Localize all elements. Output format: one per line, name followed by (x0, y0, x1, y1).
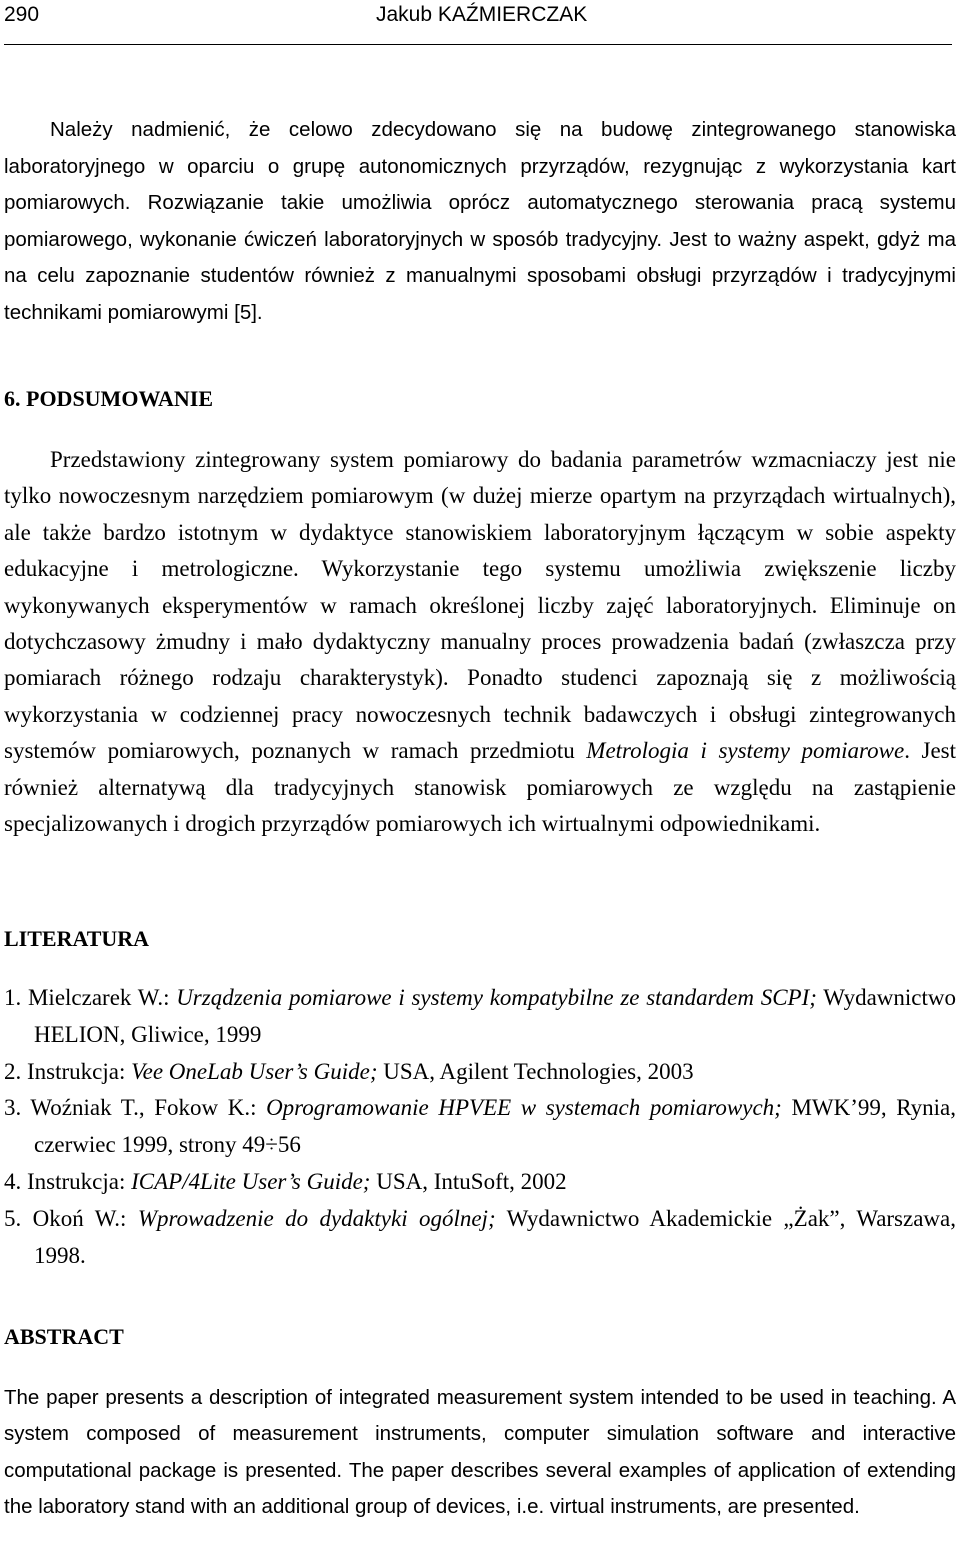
section-heading-literatura: LITERATURA (4, 926, 150, 951)
reference-publisher: Wydawnictwo Akademickie „Żak”, Warszawa, 1998. (34, 1205, 956, 1268)
reference-authors: 4. Instrukcja: (4, 1168, 132, 1194)
intro-paragraph: Należy nadmienić, że celowo zdecydowano się na budowę zintegrowanego stanowiska laboratoryjnego w oparciu o grupę autonomicznych przyrządów, rezygnując z wykorzystania kart pomiarowych. Rozwiązanie takie umożliwia oprócz automatycznego sterowania pracą systemu pomiarowego, wykonanie ćwiczeń laboratoryjnych w sposób tradycyjny. Jest to ważny aspekt, gdyż ma na celu zapoznanie studentów również z manualnymi sposobami obsługi przyrządów i tradycyjnymi technikami pomiarowymi [5]. (4, 118, 956, 324)
reference-publisher: USA, IntuSoft, 2002 (370, 1168, 567, 1194)
reference-authors: 1. Mielczarek W.: (4, 985, 177, 1010)
reference-title: Oprogramowanie HPVEE w systemach pomiarowych; (266, 1095, 782, 1121)
reference-item (4, 1090, 956, 1164)
running-head: Jakub KAŹMIERCZAK (376, 3, 588, 26)
reference-publisher: USA, Agilent Technologies, 2003 (377, 1058, 694, 1084)
section-heading-abstract: ABSTRACT (4, 1324, 124, 1349)
reference-title: ICAP/4Lite User’s Guide; (131, 1168, 371, 1194)
course-title: Metrologia i systemy pomiarowe (586, 738, 905, 764)
summary-text-end: . Jest również alternatywą dla tradycyjnych stanowisk pomiarowych ze względu na zastąpienie specjalizowanych i drogich przyrządów pomiarowych ich wirtualnymi odpowiednikami. (4, 738, 957, 837)
abstract-paragraph: The paper presents a description of integrated measurement system intended to be used in teaching. A system composed of measurement instruments, computer simulation software and interactive computational package is presented. The paper describes several examples of application of extending the laboratory stand with an additional group of devices, i.e. virtual instruments, are presented. (4, 1386, 956, 1518)
reference-authors: 2. Instrukcja: (4, 1058, 132, 1084)
section-heading-podsumowanie: 6. PODSUMOWANIE (4, 386, 214, 411)
reference-item (4, 980, 956, 1054)
reference-title: Urządzenia pomiarowe i systemy kompatybilne ze standardem SCPI; (176, 985, 817, 1010)
reference-item (4, 1201, 956, 1275)
summary-text-start: Przedstawiony zintegrowany system pomiarowy do badania parametrów wzmacniaczy jest nie tylko nowoczesnym narzędziem pomiarowym (w dużej mierze opartym na przyrządach wirtualnych), ale także bardzo istotnym w dydaktyce stanowiskiem laboratoryjnym łączącym w sobie aspekty edukacyjne i metrologiczne. Wykorzystanie tego systemu umożliwia zwiększenie liczby wykonywanych eksperymentów w ramach określonej liczby zajęć laboratoryjnych. Eliminuje on dotychczasowy żmudny i mało dydaktyczny manualny proces prowadzenia badań (zwłaszcza przy pomiarach różnego rodzaju charakterystyk). Ponadto studenci zapoznają się z możliwością wykorzystania w codziennej pracy nowoczesnych technik badawczych i obsługi zintegrowanych systemów pomiarowych, poznanych w ramach przedmiotu (4, 447, 956, 764)
reference-item (4, 1164, 956, 1201)
reference-title: Vee OneLab User’s Guide; (131, 1058, 378, 1084)
reference-publisher: MWK’99, Rynia, czerwiec 1999, strony 49÷56 (34, 1095, 956, 1158)
reference-title: Wprowadzenie do dydaktyki ogólnej; (137, 1205, 496, 1231)
page-number: 290 (4, 3, 40, 26)
reference-list (4, 980, 956, 1274)
summary-paragraph (4, 442, 956, 842)
reference-authors: 5. Okoń W.: (4, 1205, 138, 1231)
reference-authors: 3. Woźniak T., Fokow K.: (4, 1095, 267, 1121)
reference-publisher: Wydawnictwo HELION, Gliwice, 1999 (34, 985, 956, 1047)
reference-item (4, 1054, 956, 1091)
header-rule (4, 44, 952, 45)
page-header (4, 0, 952, 40)
